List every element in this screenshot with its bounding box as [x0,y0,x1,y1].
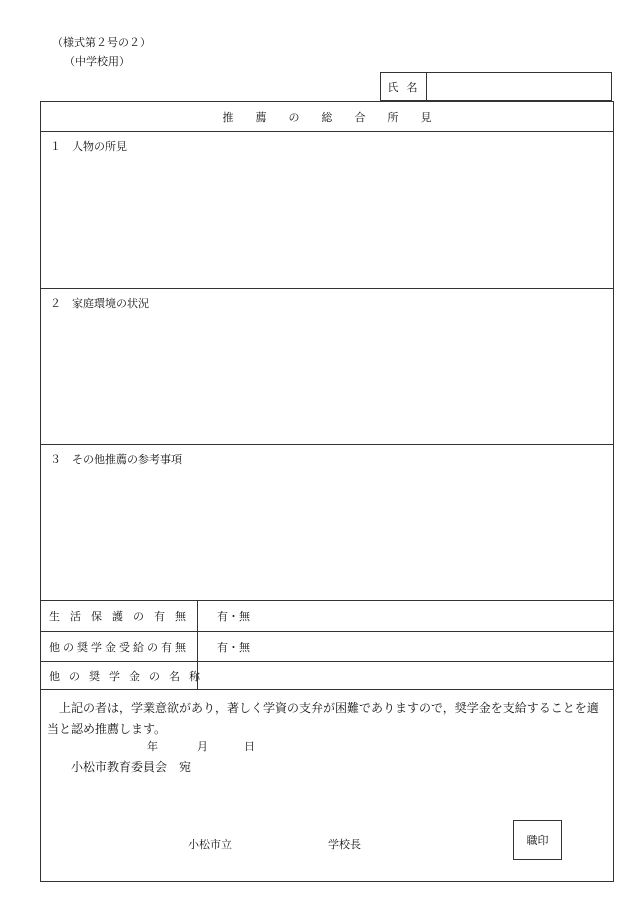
other-scholarship-value[interactable]: 有・無 [217,640,250,654]
section-family[interactable] [41,289,613,445]
date-day: 日 [244,740,255,753]
name-label: 氏名 [381,73,427,100]
scholarship-name-row [41,662,613,690]
recommendation-statement: 上記の者は，学業意欲があり，著しく学資の支弁が困難でありますので，奨学金を支給することを適当と認め推薦します。 [47,701,599,736]
school-type-label: （中学校用） [64,55,130,68]
other-scholarship-label: 他の奨学金受給の有無 [41,632,198,661]
section-label: ３ その他推薦の参考事項 [50,453,182,466]
addressee: 小松市教育委員会 宛 [71,760,192,774]
section-label: １ 人物の所見 [50,140,127,153]
scholarship-name-label: 他の奨学金の名称 [41,662,198,689]
recommendation-form [40,101,614,882]
section-label: ２ 家庭環境の状況 [50,297,149,310]
welfare-row [41,601,613,632]
form-title: 推 薦 の 総 合 所 見 [222,110,432,124]
date-year: 年 [147,740,158,753]
welfare-value[interactable]: 有・無 [217,610,250,623]
school-label: 小松市立 [188,838,232,851]
official-seal-box [513,820,562,860]
section-personality[interactable] [41,132,613,289]
form-number: （様式第２号の２） [52,36,151,49]
name-field[interactable] [427,73,611,100]
date-month: 月 [197,740,208,753]
section-other-notes[interactable] [41,445,613,601]
other-scholarship-row [41,632,613,662]
form-title-row [41,102,613,132]
seal-label: 職印 [526,834,549,847]
name-box [380,72,612,101]
principal-label: 学校長 [328,838,361,851]
welfare-label: 生活保護の有無 [41,601,198,631]
